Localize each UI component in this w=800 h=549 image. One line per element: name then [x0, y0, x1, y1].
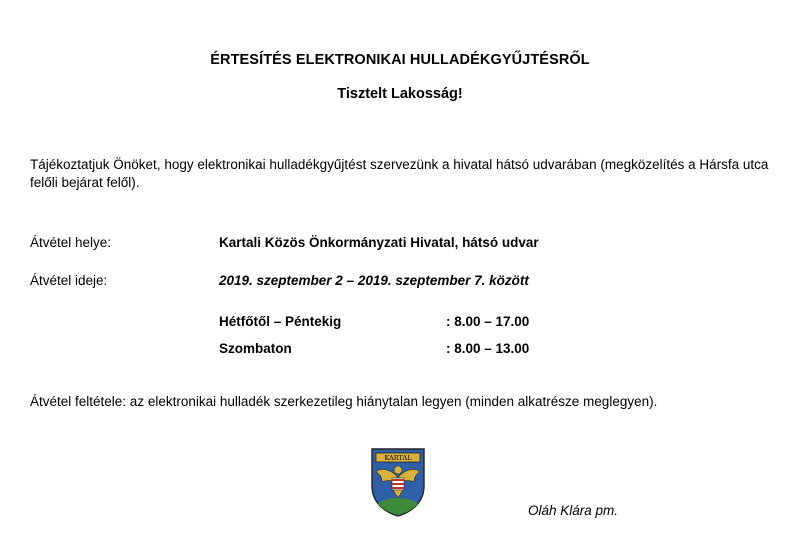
schedule-saturday-time: : 8.00 – 13.00	[446, 341, 530, 356]
crest-green-mound	[378, 498, 418, 515]
crest-stripe-1	[392, 479, 404, 481]
signature: Oláh Klára pm.	[528, 503, 619, 518]
crest-stripe-3	[392, 487, 404, 489]
location-label: Átvétel helye:	[30, 235, 112, 250]
date-value: 2019. szeptember 2 – 2019. szeptember 7. között	[219, 273, 529, 288]
date-label: Átvétel ideje:	[30, 273, 108, 288]
intro-paragraph: Tájékoztatjuk Önöket, hogy elektronikai hulladékgyűjtést szervezünk a hivatal hátsó udvarában (megközelítés a Hársfa utca felőli bejárat felől).	[30, 157, 769, 190]
location-value: Kartali Közös Önkormányzati Hivatal, hátsó udvar	[219, 235, 539, 250]
document-title: ÉRTESÍTÉS ELEKTRONIKAI HULLADÉKGYŰJTÉSRŐL	[210, 52, 590, 68]
schedule-saturday-label: Szombaton	[219, 341, 292, 356]
crest-bird-head	[394, 466, 402, 474]
schedule-weekday-label: Hétfőtől – Péntekig	[219, 314, 342, 329]
greeting: Tisztelt Lakosság!	[337, 86, 463, 102]
crest-banner-text: KARTAL	[384, 454, 412, 462]
kartal-coat-of-arms-icon	[368, 446, 428, 518]
schedule-weekday-time: : 8.00 – 17.00	[446, 314, 530, 329]
crest-stripe-2	[392, 483, 404, 485]
condition-paragraph: Átvétel feltétele: az elektronikai hulladék szerkezetileg hiánytalan legyen (minden alkatrésze meglegyen).	[30, 394, 658, 409]
